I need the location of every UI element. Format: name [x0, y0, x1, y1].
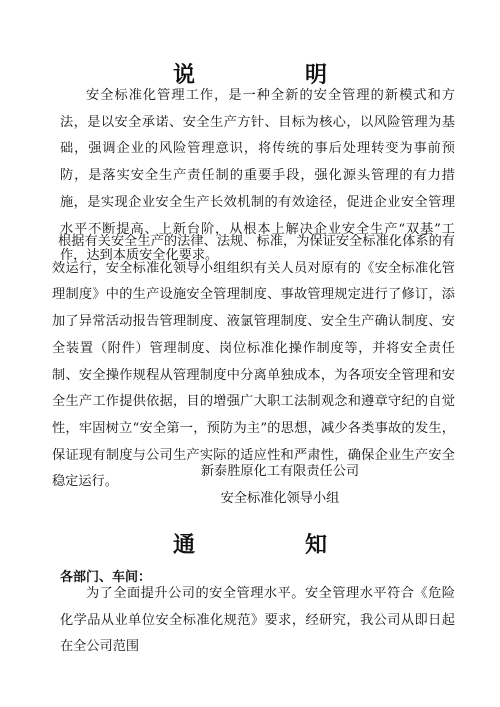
- explanation-title: 说 明: [172, 62, 371, 88]
- explanation-paragraph-2-text: 根据有关安全生产的法律、法规、标准，为保证安全标准化体系的有效运行，安全标准化领导小组组织有关人员对原有的《安全标准化管理制度》中的生产设施安全管理制度、事故管理规定进行了修订，添加了异常活动报告管理制度、液氯管理制度、安全生产确认制度、安全装置（附件）管理制度、岗位标准化操作制度等，并将安全责任制、安全操作规程从管理制度中分离单独成本，为各项安全管理和安全生产工作提供依据，目的增强广大职工法制观念和遵章守纪的自觉性，牢固树立“安全第一，预防为主”的思想，减少各类事故的发生，保证现有制度与公司生产实际的适应性和严肃性，确保企业生产安全稳定运行。: [52, 234, 455, 490]
- notice-title: 通 知: [172, 532, 371, 558]
- notice-addressee: 各部门、车间：: [60, 570, 152, 585]
- signature-group: 安全标准化领导小组: [220, 491, 340, 506]
- signature-company: 新泰胜原化工有限责任公司: [200, 464, 360, 479]
- notice-paragraph-1: 为了全面提升公司的安全管理水平。安全管理水平符合《危险化学品从业单位安全标准化规范》要求，经研究，我公司从即日起在全公司范围: [60, 586, 455, 655]
- explanation-paragraph-2: [52, 229, 455, 496]
- explanation-paragraph-1: 安全标准化管理工作，是一种全新的安全管理的新模式和方法，是以安全承诺、安全生产方针、目标为核心，以风险管理为基础，强调企业的风险管理意识，将传统的事后处理转变为事前预防，是落实安全生产责任制的重要手段，强化源头管理的有力措施，是实现企业安全生产长效机制的有效途径，促进企业安全管理水平不断提高、上新台阶，从根本上解决企业安全生产“双基”工作，达到本质安全化要求。: [60, 88, 455, 264]
